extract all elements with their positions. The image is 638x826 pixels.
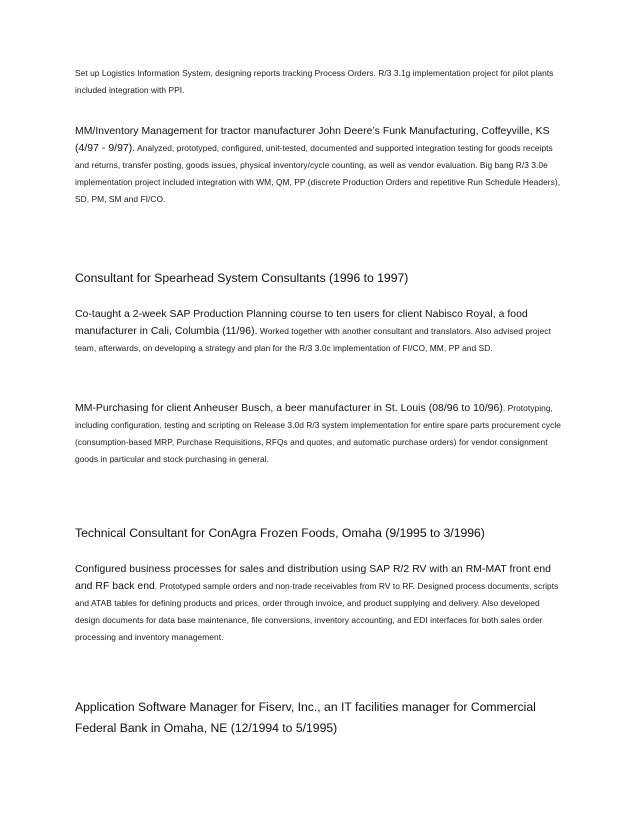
anheuser-text: . Prototyping, including configuration, testing and scripting on Release 3.0d R/3 system implementation for entire spare parts procurement cycle (consumption-based MRP, Purchase Requisitions, RFQs and quotes, and automatic purchase orders) for vendor consignment goods in particular and stock purchasing in general.: [75, 403, 561, 464]
john-deere-text: Analyzed, prototyped, configured, unit-tested, documented and supported integration testing for goods receipts and returns, transfer posting, goods issues, physical inventory/cycle counting, as well as vendor evaluation. Big bang R/3 3.0e implementation project included integration with WM, QM, PP (discrete Production Orders and repetitive Run Schedule Headers), SD, PM, SM and FI/CO.: [75, 143, 561, 204]
spearhead-heading: Consultant for Spearhead System Consultants (1996 to 1997): [75, 271, 409, 285]
anheuser-paragraph: [75, 400, 565, 467]
nabisco-text: Worked together with another consultant and translators. Also advised project team, afterwards, on developing a strategy and plan for the R/3 3.0c implementation of FI/CO, MM, PP and SD.: [75, 326, 551, 353]
john-deere-paragraph: [75, 123, 565, 207]
nabisco-paragraph: [75, 306, 565, 357]
conagra-text: . Prototyped sample orders and non-trade receivables from RV to RF. Designed process documents, scripts and ATAB tables for defining products and prices, order through invoice, and product supplying and delivery. Also developed design documents for data base maintenance, file conversions, inventory accounting, and EDI interfaces for both sales order processing and inventory management.: [75, 581, 559, 642]
conagra-lead: Configured business processes for sales and distribution using SAP R/2 RV with an RM-MAT front end and RF back end: [75, 564, 551, 592]
fiserv-heading: Application Software Manager for Fiserv, Inc., an IT facilities manager for Commercial Federal Bank in Omaha, NE (12/1994 to 5/1995): [75, 700, 536, 735]
anheuser-lead: MM-Purchasing for client Anheuser Busch, a beer manufacturer in St. Louis (08/96 to 10/96): [75, 403, 503, 414]
conagra-heading: Technical Consultant for ConAgra Frozen Foods, Omaha (9/1995 to 3/1996): [75, 526, 485, 540]
logistics-text: Set up Logistics Information System, designing reports tracking Process Orders. R/3 3.1g implementation project for pilot plants included integration with PPI.: [75, 68, 554, 95]
conagra-paragraph: [75, 561, 565, 645]
logistics-paragraph: [75, 65, 565, 99]
john-deere-lead: MM/Inventory Management for tractor manufacturer John Deere’s Funk Manufacturing, Coffeyville, KS (4/97 - 9/97).: [75, 126, 550, 154]
nabisco-lead: Co-taught a 2-week SAP Production Planning course to ten users for client Nabisco Royal, a food manufacturer in Cali, Columbia (11/96).: [75, 309, 528, 337]
